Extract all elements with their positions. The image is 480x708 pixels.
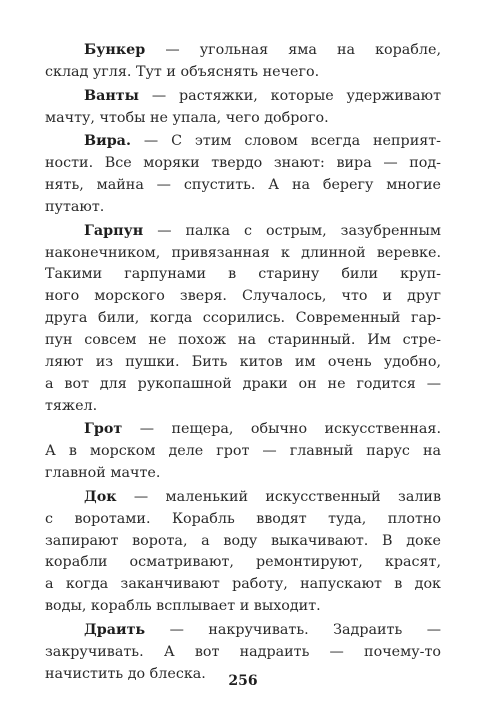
entry-line: А в морском деле грот — главный парус на [45,443,441,460]
entry-line: ности. Все моряки твердо знают: вира — под- [45,155,441,172]
entry-term: Бункер [84,42,146,58]
entry-vanty [45,86,441,130]
entry-line: склад угля. Тут и объяснять нечего. [45,63,320,80]
entry-bunker [45,40,441,84]
entry-line: корабли осматривают, ремонтируют, красят, [45,554,441,571]
entry-text: — пещера, обычно искусственная. [122,421,441,438]
entry-line [45,221,441,243]
entry-term: Ванты [84,87,140,104]
entry-line: главной мачте. [45,465,161,482]
entry-grot [45,419,441,485]
entry-dok [45,487,441,618]
entry-term: Грот [84,421,123,438]
entry-line [45,40,441,62]
entry-term: Гарпун [84,222,144,239]
entry-line: с воротами. Корабль вводят туда, плотно [45,510,441,527]
entry-line [45,86,441,108]
entry-line: мачту, чтобы не упала, чего доброго. [45,109,329,126]
entry-line: ного морского зверя. Случалось, что и друг [45,288,441,305]
entry-line [45,131,441,153]
entry-line: тяжел. [45,397,98,414]
entry-line: ляют из пушки. Бить китов им очень удобно, [45,353,441,370]
entry-text: — С этим словом всегда неприят- [130,133,441,150]
entry-text: — растяжки, которые удерживают [139,87,441,104]
entry-vira [45,131,441,218]
entry-line: а когда заканчивают работу, напускают в док [45,576,441,593]
entry-text: — угольная яма на корабле, [145,42,441,58]
entry-line: наконечником, привязанная к длинной веревке. [45,244,441,261]
entry-line: путают. [45,198,105,215]
page-number: 256 [228,673,258,689]
entry-line: воды, корабль всплывает и выходит. [45,598,321,615]
entry-line: начистить до блеска. [45,665,206,682]
entry-garpun [45,221,441,418]
entry-text: — палка с острым, зазубренным [143,222,441,239]
entry-term: Док [84,488,117,505]
entry-line: пун совсем не похож на старинный. Им стре- [45,331,441,348]
entry-line: запирают ворота, а воду выкачивают. В доке [45,532,441,549]
entry-line: Такими гарпунами в старину били круп- [45,266,441,283]
entry-line: а вот для рукопашной драки он не годится — [45,375,441,392]
entry-line: нять, майна — спустить. А на берегу многие [45,177,441,194]
book-page [45,40,441,689]
entry-term: Драить [84,621,146,638]
entry-line [45,419,441,441]
entry-line: друга били, когда ссорились. Современный гар- [45,310,441,327]
entry-term: Вира. [84,133,131,150]
entry-line [45,487,441,509]
entry-line [45,620,441,642]
entry-line: закручивать. А вот надраить — почему-то [45,643,441,660]
entry-text: — накручивать. Задраить — [145,621,441,638]
entry-text: — маленький искусственный залив [116,488,441,505]
